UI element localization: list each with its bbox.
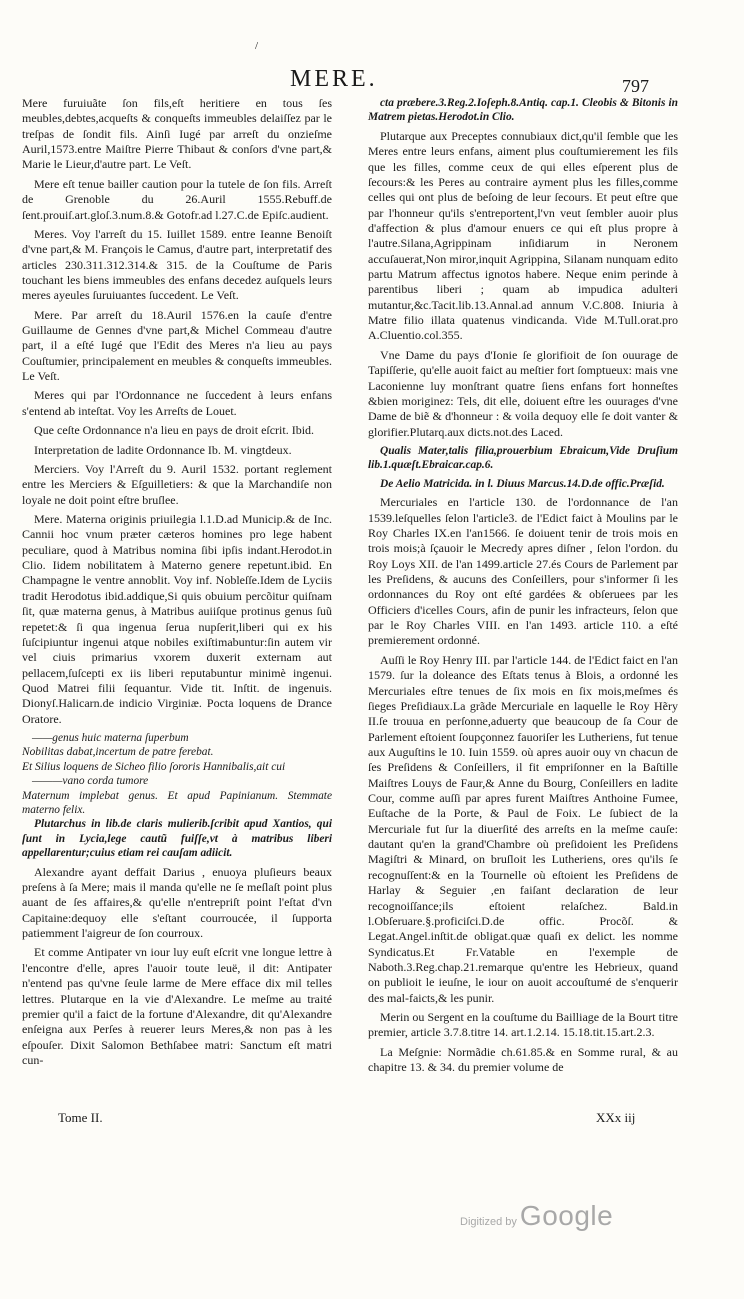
verses-paragraph: Et Silius loquens de Sicheo filio ſororis Hannibalis,ait cui [22,760,286,773]
verses-paragraph: ——genus huic materna ſuperbum [32,732,189,745]
right-column [368,96,678,1080]
left-column-b-paragraph: Alexandre ayant deffait Darius , enuoya pluſieurs beaux preſens à ſa Mere; mais il manda qu'elle ne ſe meſlaſt point plus auant de ſes affaires,& qu'elle n'entrepriſt point l'eſtat d'vn Capitaine:dequoy elle s'eſtant courroucée, il ſupporta patiemment l'aigreur de ſon courroux. [22,864,332,941]
left-column-paragraph: Merciers. Voy l'Arreſt du 9. Auril 1532. portant reglement entre les Merciers & Eſguilletiers: & que la Marchandiſe non loyale ne doit point eſtre bruſlee. [22,461,332,507]
left-column [22,96,332,1072]
left-column-paragraph: Mere. Materna originis priuilegia l.1.D.ad Municip.& de Inc. Cannii hoc vnum præter cæteros homines pro lege habent peculiare, quod à Matribus nomina ſibi ipſis indant.Herodot.in Clio. Iidem nobilitatem à Materno genere repetunt.ibid. En Champagne le ventre annoblit. Voy inf. Nobleſſe.Idem de Lyciis tradit Herodotus ibid.addique,Si quis obuium percõitur quiſnam ſit, quæ materna genus, à Matribus auiiſque protinus genus ſuũ repetet:& ſi qua ingenua ſerua nupſerit,liberi qui ex his ſuſcipiuntur ingenui atque nobiles exiſtimabuntur:ſin autem vir vel ciuis primarius vxorem duxerit externam aut pellacem,ſuſcepti ex iis liberi reputabuntur minimè ingenui. Quod Matrei filii ſequantur. Vide tit. Inſtit. de ingenuis. Dionyſ.Halicarn.de indicio Virginiæ. Pocta loquens de Drance Oratore. [22,511,332,726]
left-column-b-paragraph: Et comme Antipater vn iour luy euſt eſcrit vne longue lettre à l'encontre d'elle, apres l'auoir toute leuë, il dit: Antipater n'entend pas qu'vne ſeule larme de Mere efface dix mil telles lettres. Plutarque en la vie d'Alexandre. Le meſme au traité premier qu'il a faict de la fortune d'Alexandre, dit qu'Alexandre enſeigna aux Perſes à reuerer leurs Meres,& non pas à les eſpouſer. Dixit Salomon Bethſabee matri: Sanctum eſt matri cun- [22,945,332,1067]
right-column-paragraph: La Meſgnie: Normãdie ch.61.85.& en Somme rural, & au chapitre 13. & 34. du premier volume de [368,1044,678,1075]
left-column-paragraph: Meres qui par l'Ordonnance ne ſuccedent à leurs enfans s'entend ab inteſtat. Voy les Arreſts de Louet. [22,388,332,418]
right-column-paragraph: De Aelio Matricida. in l. Diuus Marcus.14.D.de offic.Præſid. [380,477,665,490]
top-mark: / [255,40,259,52]
left-column-paragraph: Mere eſt tenue bailler caution pour la tutele de ſon fils. Arreſt de Grenoble du 26.Auril 1555.Rebuff.de ſent.prouiſ.art.gloſ.3.num.8.& Gotofr.ad l.27.C.de Epiſc.audient. [22,176,332,222]
left-column-paragraph: Que ceſte Ordonnance n'a lieu en pays de droit eſcrit. Ibid. [34,423,315,438]
page-number: 797 [622,76,649,96]
tome-label: Tome II. [58,1110,103,1125]
right-column-paragraph: Auſſi le Roy Henry III. par l'article 144. de l'Edict faict en l'an 1579. ſur la doleance des Eſtats tenus à Blois, a ordonné les Mercuriales eſtre tenues de ſix mois en ſix mois,meſmes és ſieges Preſidiaux.La grãde Mercuriale en laquelle le Roy Hẽry II.ſe trouua en perſonne,aduerty que beaucoup de ſa Cour de Parlement eſtoient ſoupçonnez fauoriſer les Lutheriens, fut tenue aux Auguſtins le 10. Iuin 1559. où apres auoir ouy vn chacun de ſes Preſidens & Conſeillers, il fit empriſonner en la Baſtille Maiſtres Louys de Faur,& Anne du Bourg, Conſeillers en ladite Cour, comme auſſi par apres furent Maiſtres Anthoine Fumee, Euſtache de la Porte, & Paul de Foix. Le ſubiect de la Mercuriale fut ſur la diuerſité des arreſts en la meſme cauſe: dautant qu'en la grand'Chambre où preſidoient les Preſidens Magiſtri & Minard, on bruſloit les Lutheriens, ores qu'ils ſe recognuſſent:& en la Tournelle où eſtoient les Preſidens de Harlay & Seguier ,en faiſant declaration de leur recognoiſſance;ils eſtoient relaſchez. Bald.in l.Obſeruare.§.proficiſci.D.de offic. Procõſ. & Legat.Angel.inſtit.de obligat.quæ quaſi ex delict. les nomme Syndicatus.Et Fr.Vatable en l'exemple de Naboth.3.Reg.chap.21.remarque qu'entre les Hebrieux, quand on publioit le ieuſne, le iour on auoit accouſtumé de s'enquerir des mal-faicts,& les punir. [368,652,678,1005]
verses-paragraph: ———vano corda tumore [32,775,149,788]
right-column-paragraph: Vne Dame du pays d'Ionie ſe glorifioit de ſon ouurage de Tapiſſerie, qu'elle auoit faict au meſtier fort ſomptueux: mais vne Laconienne luy monſtrant quatre ſiens enfans fort honneſtes &bien moriginez: Tels, dit elle, doiuent eſtre les ouurages d'vne Dame de biẽ & d'honneur : & voila dequoy elle ſe doit vanter & glorifier.Plutarq.aux dicts.not.des Laced. [368,347,678,439]
right-column-paragraph: Plutarque aux Preceptes connubiaux dict,qu'il ſemble que les Meres entre leurs enfans, aiment plus couſtumierement les fils que les filles, comme ceux de qui elles eſperent plus de ſecours:& les Peres au contraire ayment plus les filles,comme celles qui ont plus de beſoing de leur ſecours. Et peut eſtre que par l'honneur qu'ils s'entreportent,l'vn veut ſembler auoir plus d'affection & plus d'amour enuers ce qui eſt plus propre à l'autre.Silana,Agrippinam inſidiarum in Neronem accuſauerat,Non miror,inquit Agrippina, Silanam nunquam edito partu Matrum affectus ignotos habere. Neque enim perinde à parentibus liberi ; quam ab impudica adulteri mutantur,&c.Tacit.lib.13.Annal.ad annum V.C.808. Iniuria à Matre filio illata quatenus vindicanda. Vide M.Tull.orat.pro A.Cluentio.col.355. [368,128,678,343]
right-column-paragraph: cta præbere.3.Reg.2.Ioſeph.8.Antiq. cap.1. Cleobis & Bitonis in Matrem pietas.Herodot.in Clio. [368,97,678,124]
verses-paragraph: Maternum implebat genus. Et apud Papinianum. Stemmate materno felix. [22,789,332,817]
digitized-watermark [460,1200,613,1232]
right-column-paragraph: Mercuriales en l'article 130. de l'ordonnance de l'an 1539.leſquelles ſelon l'article3. de l'Edict faict à Moulins par le Roy Charles IX.en l'an1566. ſe doiuent tenir de trois mois en trois mois;à ſçauoir le Mecredy apres diſner , ſelon l'ordon. du Roy Loys XII. de l'an 1499.article 27.és Cours de Parlement par les Preſidens, & aucuns des Conſeillers, pour s'informer ſi les ordonnances du Roy ont eſté gardées & obſeruees par les Officiers d'icelles Cours, afin de punir les infracteurs, ſelon que par le Roy Charles VIII. en l'an 1493. article 110. a eſté premierement ordonné. [368,495,678,648]
google-logo: Google [519,1200,614,1231]
left-column-paragraph: Mere furuiuãte ſon fils,eſt heritiere en tous ſes meubles,debtes,acqueſts & conqueſts immeubles delaiſſez par le treſpas de ſondit fils. Ainſi Iugé par arreſt du onzieſme Auril,1573.entre Maiſtre Pierre Thibaut & conſors d'vne part,& Marie le Lieur,d'autre part. Le Veſt. [22,96,332,172]
right-column-paragraph: Qualis Mater,talis filia,prouerbium Ebraicum,Vide Druſium lib.1.quæſt.Ebraicar.cap.6. [368,445,678,472]
signature-mark: XXx iij [596,1110,636,1125]
left-column-paragraph: Mere. Par arreſt du 18.Auril 1576.en la cauſe d'entre Guillaume de Gennes d'vne part,& Michel Commeau d'autre part, il a eſté Iugé que l'Edit des Meres n'a lieu au pays Couſtumier, principalement en meubles & conqueſts immeubles. Le Veſt. [22,307,332,384]
left-column-paragraph: Meres. Voy l'arreſt du 15. Iuillet 1589. entre Ieanne Benoiſt d'vne part,& M. François le Camus, d'autre part, interpretatif des articles 230.311.312.314.& 315. de la Couſtume de Paris touchant les biens immeubles des enfans decedez auſquels leurs meres ayeules ſuruiuantes ſuccedent. Le Veſt. [22,226,332,303]
right-column-paragraph: Merin ou Sergent en la couſtume du Bailliage de la Bourt titre premier, article 3.7.8.titre 14. art.1.2.14. 15.18.tit.15.art.2.3. [368,1010,678,1040]
watermark-prefix: Digitized by [460,1216,517,1228]
left-column-b-paragraph: Plutarchus in lib.de claris mulierib.ſcribit apud Xantios, qui ſunt in Lycia,lege cautũ fuiſſe,vt à matribus liberi appellarentur;cuius etiam rei cauſam adiicit. [22,818,332,860]
verses-paragraph: Nobilitas dabat,incertum de patre ferebat. [22,746,214,759]
running-head: MERE. [290,66,378,92]
left-column-paragraph: Interpretation de ladite Ordonnance Ib. M. vingtdeux. [34,442,292,457]
